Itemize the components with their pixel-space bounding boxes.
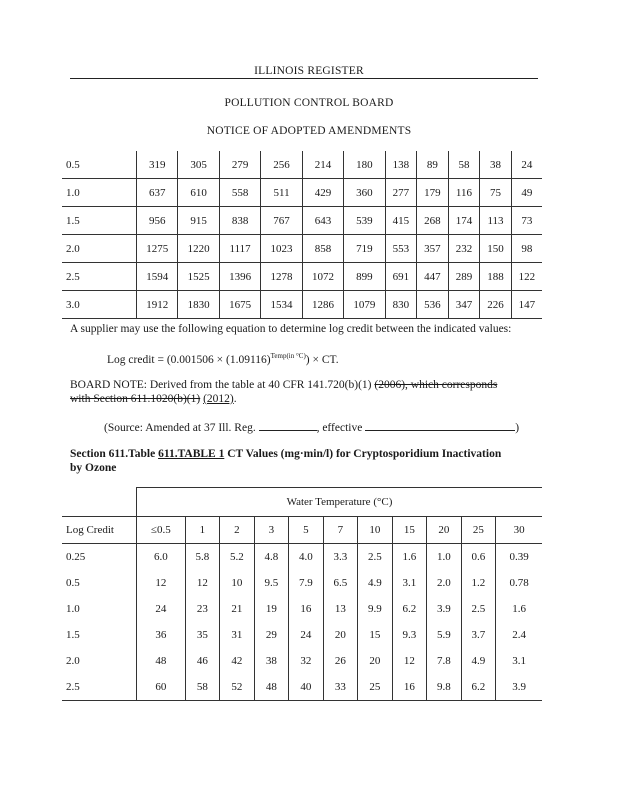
board-note-struck-1: (2006), which corresponds bbox=[374, 379, 498, 391]
table-row bbox=[62, 570, 542, 596]
ct-value-cell: 6.0 bbox=[137, 544, 186, 571]
ct-value-cell: 24 bbox=[511, 151, 542, 179]
section-table-number: 611.TABLE 1 bbox=[158, 448, 225, 460]
ct-value-cell: 38 bbox=[254, 648, 289, 674]
table-row bbox=[62, 622, 542, 648]
ct-value-cell: 1.6 bbox=[496, 596, 542, 622]
equation-prefix: Log credit = (0.001506 × (1.09116) bbox=[107, 353, 271, 366]
ct-value-cell: 9.5 bbox=[254, 570, 289, 596]
ct-value-cell: 1278 bbox=[261, 263, 302, 291]
ct-value-cell: 98 bbox=[511, 235, 542, 263]
log-credit-cell: 2.0 bbox=[62, 648, 137, 674]
ct-value-cell: 1525 bbox=[178, 263, 219, 291]
board-note-struck-2: with Section 611.1020(b)(1) bbox=[70, 393, 201, 405]
log-credit-equation bbox=[107, 349, 339, 367]
ct-value-cell: 558 bbox=[219, 179, 260, 207]
ct-value-cell: 33 bbox=[323, 674, 358, 701]
ozone-ct-table bbox=[62, 487, 542, 701]
ct-value-cell: 277 bbox=[385, 179, 417, 207]
table-row bbox=[62, 151, 542, 179]
ct-value-cell: 48 bbox=[137, 648, 186, 674]
ct-value-cell: 24 bbox=[137, 596, 186, 622]
ct-value-cell: 5.9 bbox=[427, 622, 462, 648]
log-credit-cell: 2.5 bbox=[62, 674, 137, 701]
ct-value-cell: 447 bbox=[417, 263, 449, 291]
ct-value-cell: 1275 bbox=[137, 235, 178, 263]
log-credit-header: Log Credit bbox=[62, 517, 137, 544]
board-note-end: . bbox=[233, 393, 237, 405]
ct-value-cell: 2.5 bbox=[358, 544, 393, 571]
equation-exponent: Temp(in °C) bbox=[270, 352, 306, 360]
ct-value-cell: 9.3 bbox=[392, 622, 427, 648]
ct-value-cell: 23 bbox=[185, 596, 220, 622]
source-reg-blank bbox=[259, 420, 317, 431]
log-credit-cell: 3.0 bbox=[62, 291, 137, 319]
ct-value-cell: 719 bbox=[344, 235, 385, 263]
section-title: CT Values (mg·min/l) for Cryptosporidium Inactivation bbox=[224, 448, 502, 460]
ct-value-cell: 858 bbox=[302, 235, 343, 263]
log-credit-cell: 2.0 bbox=[62, 235, 137, 263]
ct-value-cell: 915 bbox=[178, 207, 219, 235]
table-row bbox=[62, 291, 542, 319]
temperature-column-header: 1 bbox=[185, 517, 220, 544]
ct-value-cell: 188 bbox=[480, 263, 512, 291]
header-rule bbox=[70, 78, 538, 79]
ct-value-cell: 0.78 bbox=[496, 570, 542, 596]
ct-value-cell: 180 bbox=[344, 151, 385, 179]
ct-value-cell: 24 bbox=[289, 622, 324, 648]
ct-value-cell: 357 bbox=[417, 235, 449, 263]
ct-value-cell: 4.9 bbox=[461, 648, 496, 674]
table-row bbox=[62, 596, 542, 622]
ct-value-cell: 122 bbox=[511, 263, 542, 291]
ct-value-cell: 539 bbox=[344, 207, 385, 235]
ct-value-cell: 16 bbox=[289, 596, 324, 622]
column-header-row bbox=[62, 517, 542, 544]
register-title: ILLINOIS REGISTER bbox=[254, 65, 364, 77]
log-credit-cell: 1.0 bbox=[62, 179, 137, 207]
ct-value-cell: 7.9 bbox=[289, 570, 324, 596]
temperature-column-header: 15 bbox=[392, 517, 427, 544]
ct-value-cell: 256 bbox=[261, 151, 302, 179]
ct-value-cell: 40 bbox=[289, 674, 324, 701]
ct-value-cell: 415 bbox=[385, 207, 417, 235]
ct-value-cell: 0.6 bbox=[461, 544, 496, 571]
ct-value-cell: 52 bbox=[220, 674, 255, 701]
ct-value-cell: 610 bbox=[178, 179, 219, 207]
log-credit-cell: 0.5 bbox=[62, 570, 137, 596]
ct-value-cell: 25 bbox=[358, 674, 393, 701]
log-credit-cell: 1.5 bbox=[62, 622, 137, 648]
ct-value-cell: 46 bbox=[185, 648, 220, 674]
log-credit-cell: 0.5 bbox=[62, 151, 137, 179]
ct-value-cell: 956 bbox=[137, 207, 178, 235]
ct-value-cell: 4.0 bbox=[289, 544, 324, 571]
ct-value-cell: 147 bbox=[511, 291, 542, 319]
section-title-line2: by Ozone bbox=[70, 462, 117, 474]
ct-value-cell: 36 bbox=[137, 622, 186, 648]
supplier-sentence: A supplier may use the following equation to determine log credit between the indicated values: bbox=[70, 323, 512, 335]
temperature-column-header: 30 bbox=[496, 517, 542, 544]
board-note-new: (2012) bbox=[203, 393, 234, 405]
corner-cell bbox=[62, 488, 137, 517]
table-row bbox=[62, 179, 542, 207]
ct-value-cell: 21 bbox=[220, 596, 255, 622]
ct-value-cell: 3.3 bbox=[323, 544, 358, 571]
ct-value-cell: 75 bbox=[480, 179, 512, 207]
ct-value-cell: 9.9 bbox=[358, 596, 393, 622]
ct-value-cell: 429 bbox=[302, 179, 343, 207]
ct-value-cell: 58 bbox=[185, 674, 220, 701]
temperature-column-header: 2 bbox=[220, 517, 255, 544]
log-credit-cell: 2.5 bbox=[62, 263, 137, 291]
ct-value-cell: 5.8 bbox=[185, 544, 220, 571]
ct-value-cell: 26 bbox=[323, 648, 358, 674]
temperature-column-header: 5 bbox=[289, 517, 324, 544]
ct-value-cell: 1912 bbox=[137, 291, 178, 319]
ct-value-cell: 3.1 bbox=[496, 648, 542, 674]
temperature-column-header: 10 bbox=[358, 517, 393, 544]
ct-value-cell: 637 bbox=[137, 179, 178, 207]
ct-value-cell: 3.9 bbox=[427, 596, 462, 622]
table-row bbox=[62, 648, 542, 674]
equation-suffix: ) × CT. bbox=[305, 353, 339, 366]
ct-value-cell: 1117 bbox=[219, 235, 260, 263]
ct-value-cell: 279 bbox=[219, 151, 260, 179]
table-row bbox=[62, 544, 542, 571]
ct-table-continued bbox=[62, 151, 542, 319]
ct-value-cell: 1.6 bbox=[392, 544, 427, 571]
table-row bbox=[62, 674, 542, 701]
ct-value-cell: 1396 bbox=[219, 263, 260, 291]
ct-value-cell: 1286 bbox=[302, 291, 343, 319]
ct-value-cell: 4.9 bbox=[358, 570, 393, 596]
temperature-column-header: 20 bbox=[427, 517, 462, 544]
table-row bbox=[62, 263, 542, 291]
ct-value-cell: 2.5 bbox=[461, 596, 496, 622]
ct-value-cell: 1534 bbox=[261, 291, 302, 319]
notice-title: NOTICE OF ADOPTED AMENDMENTS bbox=[206, 125, 412, 137]
temperature-column-header: 3 bbox=[254, 517, 289, 544]
ct-value-cell: 838 bbox=[219, 207, 260, 235]
ct-value-cell: 13 bbox=[323, 596, 358, 622]
section-heading bbox=[70, 447, 550, 475]
log-credit-cell: 0.25 bbox=[62, 544, 137, 571]
ct-value-cell: 1.0 bbox=[427, 544, 462, 571]
temperature-column-header: 25 bbox=[461, 517, 496, 544]
ct-value-cell: 360 bbox=[344, 179, 385, 207]
ct-value-cell: 3.1 bbox=[392, 570, 427, 596]
ct-value-cell: 553 bbox=[385, 235, 417, 263]
ct-value-cell: 767 bbox=[261, 207, 302, 235]
ct-value-cell: 15 bbox=[358, 622, 393, 648]
ct-value-cell: 319 bbox=[137, 151, 178, 179]
ct-value-cell: 3.9 bbox=[496, 674, 542, 701]
ct-value-cell: 289 bbox=[448, 263, 480, 291]
ct-value-cell: 6.2 bbox=[461, 674, 496, 701]
source-note bbox=[104, 420, 519, 435]
ct-value-cell: 1072 bbox=[302, 263, 343, 291]
table-row bbox=[62, 207, 542, 235]
ct-value-cell: 49 bbox=[511, 179, 542, 207]
ct-value-cell: 35 bbox=[185, 622, 220, 648]
ct-value-cell: 4.8 bbox=[254, 544, 289, 571]
ct-value-cell: 16 bbox=[392, 674, 427, 701]
ct-value-cell: 32 bbox=[289, 648, 324, 674]
temperature-column-header: ≤0.5 bbox=[137, 517, 186, 544]
ct-value-cell: 89 bbox=[417, 151, 449, 179]
ct-value-cell: 1079 bbox=[344, 291, 385, 319]
ct-value-cell: 536 bbox=[417, 291, 449, 319]
ct-value-cell: 60 bbox=[137, 674, 186, 701]
ct-value-cell: 20 bbox=[323, 622, 358, 648]
ct-value-cell: 2.4 bbox=[496, 622, 542, 648]
source-text-c: ) bbox=[515, 422, 520, 434]
board-note bbox=[70, 378, 550, 406]
ct-value-cell: 58 bbox=[448, 151, 480, 179]
ct-value-cell: 2.0 bbox=[427, 570, 462, 596]
ct-value-cell: 7.8 bbox=[427, 648, 462, 674]
ct-value-cell: 1594 bbox=[137, 263, 178, 291]
ct-value-cell: 643 bbox=[302, 207, 343, 235]
source-text-b: , effective bbox=[316, 422, 366, 434]
ct-value-cell: 42 bbox=[220, 648, 255, 674]
ct-value-cell: 268 bbox=[417, 207, 449, 235]
ct-value-cell: 12 bbox=[392, 648, 427, 674]
ct-value-cell: 511 bbox=[261, 179, 302, 207]
ct-value-cell: 20 bbox=[358, 648, 393, 674]
table-row bbox=[62, 235, 542, 263]
ct-value-cell: 38 bbox=[480, 151, 512, 179]
ct-value-cell: 6.5 bbox=[323, 570, 358, 596]
ct-value-cell: 1675 bbox=[219, 291, 260, 319]
ct-value-cell: 10 bbox=[220, 570, 255, 596]
ct-value-cell: 232 bbox=[448, 235, 480, 263]
log-credit-cell: 1.5 bbox=[62, 207, 137, 235]
board-note-text: BOARD NOTE: Derived from the table at 40 CFR 141.720(b)(1) bbox=[70, 379, 375, 391]
ct-value-cell: 138 bbox=[385, 151, 417, 179]
ct-value-cell: 73 bbox=[511, 207, 542, 235]
section-prefix: Section 611.Table bbox=[70, 448, 159, 460]
log-credit-cell: 1.0 bbox=[62, 596, 137, 622]
ct-value-cell: 48 bbox=[254, 674, 289, 701]
ct-value-cell: 12 bbox=[137, 570, 186, 596]
ct-value-cell: 6.2 bbox=[392, 596, 427, 622]
ct-value-cell: 116 bbox=[448, 179, 480, 207]
ct-value-cell: 830 bbox=[385, 291, 417, 319]
board-title: POLLUTION CONTROL BOARD bbox=[224, 97, 394, 109]
ct-value-cell: 31 bbox=[220, 622, 255, 648]
ct-value-cell: 1220 bbox=[178, 235, 219, 263]
ct-value-cell: 1023 bbox=[261, 235, 302, 263]
ct-value-cell: 19 bbox=[254, 596, 289, 622]
ct-value-cell: 113 bbox=[480, 207, 512, 235]
ct-value-cell: 0.39 bbox=[496, 544, 542, 571]
ct-value-cell: 899 bbox=[344, 263, 385, 291]
ct-value-cell: 9.8 bbox=[427, 674, 462, 701]
source-effective-blank bbox=[365, 420, 515, 431]
ct-value-cell: 174 bbox=[448, 207, 480, 235]
ct-value-cell: 3.7 bbox=[461, 622, 496, 648]
ct-value-cell: 305 bbox=[178, 151, 219, 179]
source-text-a: (Source: Amended at 37 Ill. Reg. bbox=[104, 422, 259, 434]
ct-value-cell: 347 bbox=[448, 291, 480, 319]
ct-value-cell: 12 bbox=[185, 570, 220, 596]
ct-value-cell: 29 bbox=[254, 622, 289, 648]
ct-value-cell: 179 bbox=[417, 179, 449, 207]
ct-value-cell: 1830 bbox=[178, 291, 219, 319]
ct-value-cell: 214 bbox=[302, 151, 343, 179]
water-temperature-caption: Water Temperature (°C) bbox=[137, 488, 543, 517]
ct-value-cell: 150 bbox=[480, 235, 512, 263]
ct-value-cell: 691 bbox=[385, 263, 417, 291]
ct-value-cell: 5.2 bbox=[220, 544, 255, 571]
ct-value-cell: 226 bbox=[480, 291, 512, 319]
ct-value-cell: 1.2 bbox=[461, 570, 496, 596]
temperature-column-header: 7 bbox=[323, 517, 358, 544]
